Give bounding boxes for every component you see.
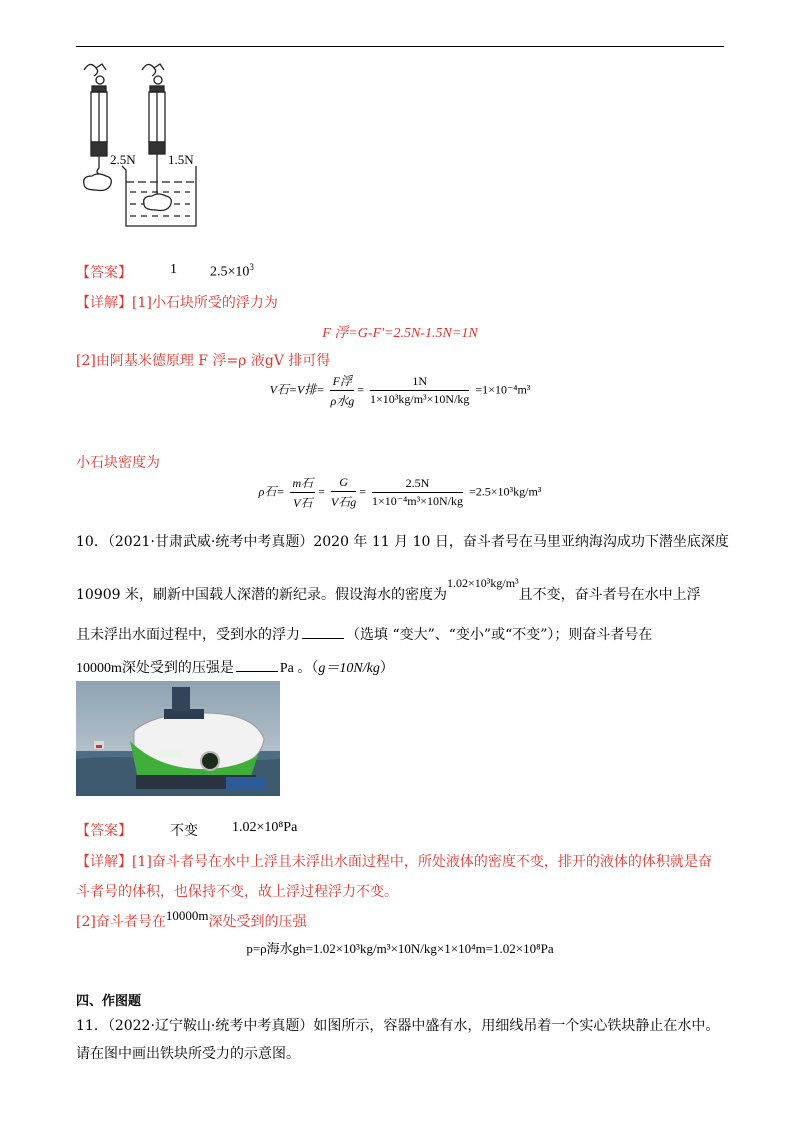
detail-line-1: 【详解】[1]小石块所受的浮力为 [76,295,278,311]
equation-density: ρ石= $\frac{\text{m石}}{\text{V石}}$ = $\frac{G}{\text{V石g}}$ = $\frac{2.5N}{\text{1×10⁻⁴m³×10N/kg}}$ =2.5×10³kg/m³ [258,475,542,510]
q11-line-1: 11．（2022·辽宁鞍山·统考中考真题）如图所示，容器中盛有水，用细线吊着一个实心铁块静止在水中。 [76,1018,720,1034]
submersible-photo [76,681,280,796]
q10-line-3: 且未浮出水面过程中，受到水的浮力 （选填 “变大”、“变小”或“不变”）；则奋斗者号在 [76,627,653,643]
answer-blank-1[interactable] [302,626,344,639]
q10-line-2: 10909 米，刷新中国载人深潜的新纪录。假设海水的密度为1.02×10³kg/m³且不变，奋斗者号在水中上浮 [76,576,701,603]
spring-balance-figure [74,58,214,230]
detail-line-2: [2]由阿基米德原理 F 浮=ρ 液gV 排可得 [76,353,331,369]
q10-line-1: 10．（2021·甘肃武威·统考中考真题）2020 年 11 月 10 日，奋斗者号在马里亚纳海沟成功下潜坐底深度 [76,534,729,550]
density-label: 小石块密度为 [76,455,160,471]
header-rule [76,46,724,47]
q11-line-2: 请在图中画出铁块所受力的示意图。 [76,1046,300,1062]
q10-equation-pressure: p=ρ海水gh=1.02×10³kg/m³×10N/kg×1×10⁴m=1.02×10⁸Pa [246,941,554,956]
left-reading: 2.5N [110,152,136,167]
equation-volume: V石=V排= $\frac{\text{F浮}}{\text{ρ水g}}$ = $\frac{1N}{\text{1×10³kg/m³×10N/kg}}$ =1×10⁻⁴m³ [269,374,531,408]
q10-answer-value-1: 不变 [170,823,198,839]
section-heading: 四、作图题 [76,994,142,1009]
answer-blank-2[interactable] [236,659,278,672]
right-reading: 1.5N [168,152,194,167]
equation-buoyancy: F 浮=G-F'=2.5N-1.5N=1N [322,326,478,341]
q10-line-4: 10000m深处受到的压强是 Pa 。（g＝10N/kg） [76,660,394,676]
q10-detail-line-2: 斗者号的体积，也保持不变，故上浮过程浮力不变。 [76,884,398,900]
q10-answer-tag: 【答案】 [76,823,132,839]
q10-detail-line-3: [2]奋斗者号在10000m深处受到的压强 [76,908,307,930]
answer-value-2: $2.5\times 10^3$ [210,262,254,280]
q10-answer-value-2: 1.02×10⁸Pa [232,820,298,835]
answer-value-1: 1 [170,262,177,277]
answer-tag: 【答案】 [76,265,132,281]
q10-detail-line-1: 【详解】[1]奋斗者号在水中上浮且未浮出水面过程中，所处液体的密度不变，排开的液体的体积就是奋 [76,854,712,870]
